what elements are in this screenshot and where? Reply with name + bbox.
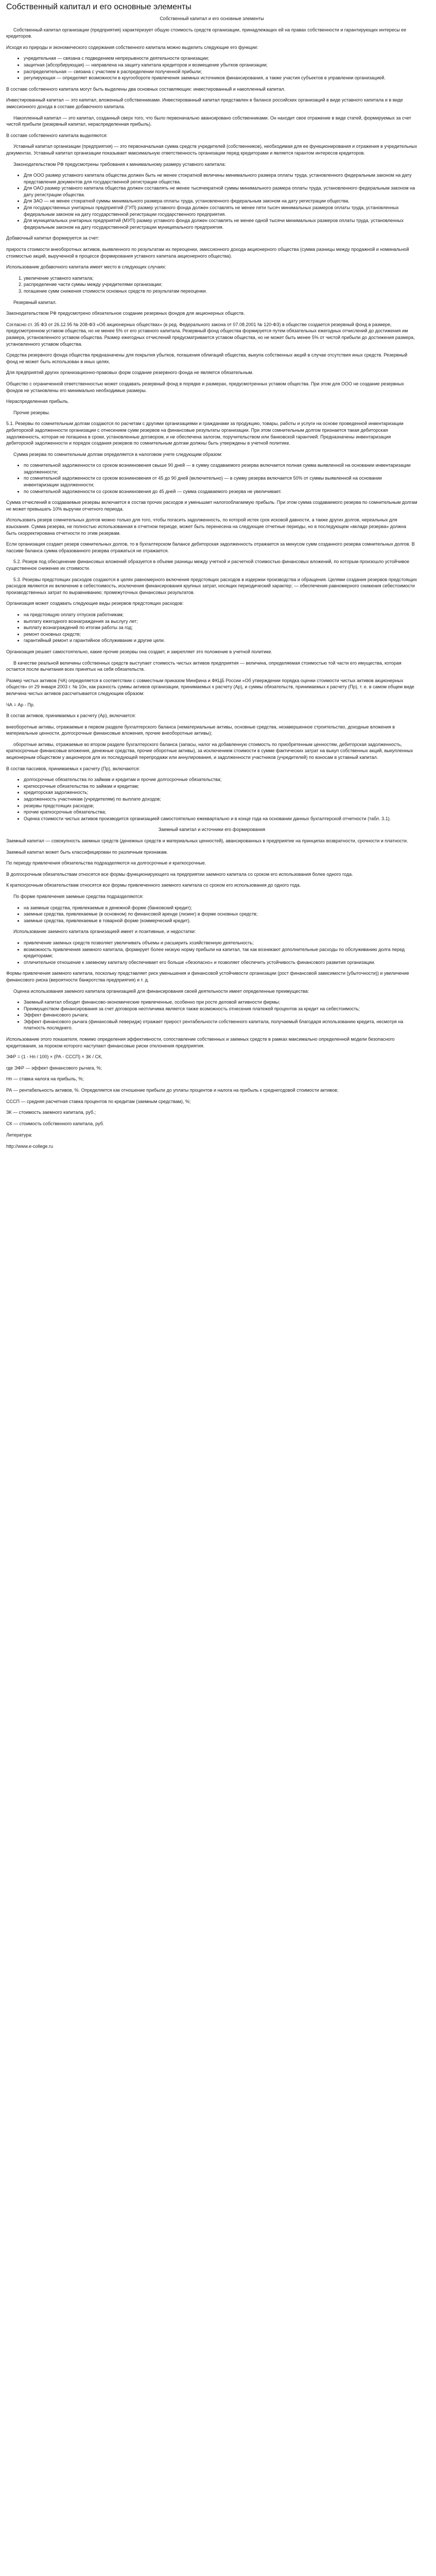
document-page: [0, 0, 424, 1165]
bullet-list: [6, 999, 417, 1031]
paragraph: СССП — средняя расчетная ставка процентов по кредитам (заемным средствам), %;: [6, 1098, 191, 1104]
paragraph: Организация может создавать следующие виды резервов предстоящих расходов:: [6, 601, 184, 606]
list-item: • ремонт основных средств;: [24, 631, 417, 638]
list-item: • защитная (абсорбирующая) — направлена на защиту капитала кредиторов и возмещение убытков организации;: [24, 62, 417, 69]
bullet-list: [6, 776, 417, 822]
paragraph: 5.3. Резервы предстоящих расходов создаются в целях равномерного включения предстоящих расходов в издержки производства и обращения. Целями создания резервов предстоящих расходов являются их включение в себестоимость, исключения финансирования крупных затрат, носящих периодический характер; — обеспечения равномерного снижения себестоимости производственных затрат по выравниванию; промежуточных финансовых результатов.: [6, 577, 417, 595]
list-item: • кредиторская задолженность;: [24, 789, 417, 796]
paragraph: Уставный капитал организации (предприятия) — это первоначальная сумма средств учредителей (собственников), необходимая для ее функционирования и отражения в учредительных документах. Уставный капитал организации показывает максимальную ответственность организации перед кредиторами и является гарантом интересов кредиторов.: [6, 144, 417, 156]
paragraph: Собственный капитал и его основные элементы: [160, 16, 264, 21]
list-item: • Для ОАО размер уставного капитала общества должен составлять не менее тысячекратной суммы минимального размера оплаты труда, установленного федеральным законом на дату регистрации общества.: [24, 185, 417, 198]
list-item: 3. погашение сумм снижения стоимости основных средств по результатам переоценки.: [24, 288, 417, 295]
paragraph: http://www.e-college.ru: [6, 1144, 54, 1149]
list-item: • Для ЗАО — не менее стократной суммы минимального размера оплаты труда, установленного федеральным законом на дату регистрации общества.: [24, 198, 417, 205]
paragraph: Заемный капитал и источники его формирования: [158, 827, 266, 833]
document-body: [6, 15, 417, 1150]
paragraph: Накопленный капитал — это капитал, созданный сверх того, что было первоначально авансировано собственниками. Он находит свое отражение в виде статей, формируемых за счет чистой прибыли (резервный капитал, нераспределенная прибыль).: [6, 115, 411, 127]
paragraph: Организация решает самостоятельно, какие прочие резервы она создает, и закрепляет это положение в учетной политике.: [6, 649, 272, 654]
list-item: • резервы предстоящих расходов;: [24, 803, 417, 809]
numbered-list: [6, 275, 417, 295]
paragraph: Размер чистых активов (ЧА) определяется в соответствии с совместным приказом Минфина и ФКЦБ России «Об утверждении порядка оценки стоимости чистых активов акционерных обществ» от 29 января 2003 г. № 10н, как разность суммы активов организации, принимаемых к расчету (Ар), и суммы обязательств, принимаемых к расчету (Пр), т. е. в самом общем виде величина чистых активов рассчитывается следующим образом:: [6, 677, 414, 696]
paragraph: 5.2. Резерв под обесценение финансовых вложений образуется в объеме разницы между учетной и расчетной стоимостью финансовых вложений, по которым произошло устойчивое существенное снижение их стоимости.: [6, 559, 410, 571]
paragraph: Для предприятий других организационно-правовых форм создание резервного фонда не является обязательным.: [6, 370, 254, 376]
list-item: • выплату ежегодного вознаграждения за выслугу лет;: [24, 618, 417, 625]
paragraph: В состав активов, принимаемых к расчету (Ар), включается:: [6, 713, 136, 719]
paragraph: Заемный капитал — совокупность заемных средств (денежных средств и материальных ценностей), авансированных в предприятие на принципах возвратности, срочности и платности.: [6, 838, 408, 843]
bullet-list: [6, 55, 417, 81]
list-item: • Для муниципальных унитарных предприятий (МУП) размер уставного фонда должен составлять не менее одной тысячи минимальных размеров оплаты труда, установленных федеральным законом на дату государственной регистрации муниципального предприятия.: [24, 217, 417, 230]
bullet-list: [6, 462, 417, 495]
paragraph: В составе собственного капитала выделяются:: [6, 132, 108, 138]
paragraph: Использовать резерв сомнительных долгов можно только для того, чтобы погасить задолженность, по которой истек срок исковой давности, а также других долгов, нереальных для взыскания. Сумма резерва, не полностью использованная в отчетном периоде, может быть перенесена на следующие отчетные периоды, но в последующем «вкладе резерва» должна быть скорректирована отчетности по этим резервам.: [6, 517, 407, 536]
list-item: • Оценка стоимости чистых активов производится организацией самостоятельно ежеквартально и в конце года на основании данных бухгалтерской отчетности (табл. 3.1).: [24, 816, 417, 822]
paragraph: Резервный капитал.: [13, 299, 57, 305]
paragraph: внеоборотные активы, отражаемые в первом разделе бухгалтерского баланса (нематериальные активы, основные средства, незавершенное строительство, доходные вложения в материальные ценности, долгосрочные финансовые вложения, прочие внеоборотные активы);: [6, 724, 395, 736]
list-item: • по сомнительной задолженности со сроком возникновения до 45 дней — сумма создаваемого резерва не увеличивает.: [24, 488, 417, 495]
paragraph: Законодательством РФ предусмотрены требования к минимальному размеру уставного капитала:: [13, 161, 226, 167]
paragraph: Заемный капитал может быть классифицирован по различным признакам.: [6, 849, 168, 855]
list-item: • долгосрочные обязательства по займам и кредитам и прочие долгосрочные обязательства;: [24, 776, 417, 783]
list-item: • на заемные средства, привлекаемые в денежной форме (банковский кредит);: [24, 905, 417, 911]
list-item: • Для государственных унитарных предприятий (ГУП) размер уставного фонда должен составлять не менее пяти тысяч минимальных размеров оплаты труда, установленных федеральным законом на дату государственной регистрации государственного предприятия.: [24, 205, 417, 217]
list-item: • задолженность участникам (учредителям) по выплате доходов;: [24, 796, 417, 803]
bullet-list: [6, 172, 417, 230]
paragraph: СК — стоимость собственного капитала, руб.: [6, 1121, 104, 1126]
paragraph: По периоду привлечения обязательства подразделяются на долгосрочные и краткосрочные.: [6, 860, 206, 866]
paragraph: Нп — ставка налога на прибыль, %;: [6, 1076, 84, 1082]
paragraph: Согласно ст. 35 ФЗ от 26.12.95 № 208-ФЗ «Об акционерных обществах» (в ред. Федерального закона от 07.08.2001 № 120-ФЗ) в обществе создается резервный фонд в размере, предусмотренном уставом общества, но не менее 5% от его уставного капитала. Резервный фонд общества формируется путем обязательных ежегодных отчислений до достижения им размера, установленного уставом общества. Размер ежегодных отчислений предусматривается уставом общества, но не может быть менее 5% от чистой прибыли до достижения размера, установленного уставом общества.: [6, 321, 415, 347]
paragraph: Прочие резервы.: [13, 410, 50, 415]
list-item: • заемные средства, привлекаемые в товарной форме (коммерческий кредит).: [24, 918, 417, 924]
list-item: • Преимуществом финансирования за счет договоров неотличима является также возможность отнесения платежей процентов за кредит на себестоимость;: [24, 1006, 417, 1012]
paragraph: Общество с ограниченной ответственностью может создавать резервный фонд в порядке и размерах, предусмотренных уставом общества. При этом для ООО не создание резервных фондов не установлены его минимально необходимые размеры.: [6, 381, 404, 393]
paragraph: прироста стоимости внеоборотных активов, выявленного по результатам их переоценки, эмиссионного дохода акционерного общества (сумма разницы между продажной и номинальной стоимостью акций, вырученной в процессе формирования уставного капитала акционерного общества).: [6, 247, 409, 259]
paragraph: Исходя из природы и экономического содержания собственного капитала можно выделить следующие его функции:: [6, 44, 258, 50]
page-title: Собственный капитал и его основные элементы: [6, 3, 191, 11]
bullet-list: [6, 612, 417, 644]
paragraph: В состав пассивов, принимаемых к расчету (Пр), включаются:: [6, 766, 140, 771]
list-item: • гарантийный ремонт и гарантийное обслуживание и другие цели.: [24, 637, 417, 644]
list-item: • Эффект финансового рычага;: [24, 1012, 417, 1019]
list-item: • привлечение заемных средств позволяет увеличивать объемы и расширить хозяйственную деятельность;: [24, 940, 417, 946]
paragraph: Литература:: [6, 1132, 32, 1138]
list-item: • отличительное отношение к заемному капиталу обеспечивает его больше «безопасно» и позволяет обеспечить устойчивость финансового развития организации.: [24, 959, 417, 966]
list-item: • Заемный капитал обходит финансово-экономические привлеченные, особенно при росте деловой активности фирмы;: [24, 999, 417, 1006]
paragraph: Формы привлечения заемного капитала, поскольку представляет риск уменьшения и финансовой устойчивости организации (рост финансовой зависимости (убыточности)) и увеличение финансового риска (вероятности банкротства предприятия) и т. д.: [6, 971, 409, 982]
paragraph: оборотные активы, отражаемые во втором разделе бухгалтерского баланса (запасы, налог на добавленную стоимость по приобретенным ценностям, дебиторская задолженность, краткосрочные финансовые вложения, денежные средства, прочие оборотные активы), за исключением стоимости в сумме фактических затрат на выкуп собственных акций, выкупленных акционерным обществом у акционеров для их последующей перепродажи или аннулирования, и задолженности участников (учредителей) по взносам в уставный капитал.: [6, 741, 413, 760]
paragraph: Если организация создает резерв сомнительных долгов, то в бухгалтерском балансе дебиторская задолженность отражается за минусом сумм созданного резерва сомнительных долгов. В пассиве баланса сумма образованного резерва отражаться не отражается.: [6, 541, 415, 553]
list-item: • Для ООО размер уставного капитала общества должен быть не менее стократной величины минимального размера оплаты труда, установленного федеральным законом на дату представления документов для государственной регистрации общества.: [24, 172, 417, 185]
paragraph: ЭФР = (1 - Нп / 100) × (РА - СССП) × ЗК / СК,: [6, 1054, 102, 1060]
paragraph: Сумма резерва по сомнительным долгам определяется в налоговом учете следующим образом:: [13, 451, 222, 457]
list-item: • учредительная — связана с подведением непрерывности деятельности организации;: [24, 55, 417, 62]
bullet-list: [6, 940, 417, 965]
bullet-list: [6, 905, 417, 924]
paragraph: Использование этого показателя, помимо определения эффективности, сопоставление собственных и заемных средств в рамках максимально определенной модели безопасного кредитования, за пороком которого наступают финансовые риски отклонения предприятия.: [6, 1037, 395, 1048]
paragraph: где ЭФР — эффект финансового рычага, %;: [6, 1065, 102, 1071]
paragraph: Сумма отчислений в создаваемые резервы включается в состав прочих расходов и уменьшает налогооблагаемую прибыль. При этом сумма создаваемого резерва по сомнительным долгам не может превышать 10% выручки отчетного периода.: [6, 500, 417, 512]
list-item: • на предстоящую оплату отпусков работникам;: [24, 612, 417, 618]
list-item: • по сомнительной задолженности со сроком возникновения свыше 90 дней — в сумму создаваемого резерва включается полная сумма выявленной на основании инвентаризации задолженности;: [24, 462, 417, 475]
list-item: 1. увеличение уставного капитала;: [24, 275, 417, 282]
paragraph: 5.1. Резервы по сомнительным долгам создаются по расчетам с другими организациями и гражданами за продукцию, товары, работы и услуги на основе проведенной инвентаризации дебиторской задолженности организации с отнесением сумм резервов на финансовые результаты организации. При этом сомнительным долгом признается такая дебиторская задолженность, которая не погашена в сроки, установленные договором, и не обеспечена залогом, поручительством или банковской гарантией. Предназначены инвентаризация дебиторской задолженности и порядок создания резервов по сомнительным долгам должны быть утверждены в учетной политике.: [6, 421, 404, 446]
paragraph: Инвестированный капитал — это капитал, вложенный собственниками. Инвестированный капитал представлен в балансе российских организаций в виде уставного капитала и в виде эмиссионного дохода в составе добавочного капитала.: [6, 97, 403, 109]
paragraph: Законодательством РФ предусмотрено обязательное создание резервных фондов для акционерных обществ.: [6, 311, 245, 316]
list-item: • прочие краткосрочные обязательства;: [24, 809, 417, 816]
paragraph: Оценка использования заемного капитала организацией для финансирования своей деятельности имеет определенные преимущества:: [13, 988, 309, 994]
paragraph: По форме привлечения заемные средства подразделяются:: [13, 893, 144, 899]
paragraph: РА — рентабельность активов, %. Определяется как отношение прибыли до уплаты процентов и налога на прибыль к среднегодовой стоимости активов;: [6, 1088, 339, 1093]
list-item: • регулирующая — определяет возможности в кругообороте привлечения заемных источников финансирования, а также участия субъектов в управлении организацией.: [24, 75, 417, 81]
list-item: • выплату вознаграждений по итогам работы за год;: [24, 624, 417, 631]
paragraph: В качестве реальной величины собственных средств выступает стоимость чистых активов предприятия — величина, определяемая стоимостью той части его имущества, которая остается после вычитания всех принятых на себя обязательств.: [6, 660, 402, 672]
paragraph: Нераспределенная прибыль.: [6, 399, 69, 404]
list-item: • по сомнительной задолженности со сроком возникновения от 45 до 90 дней (включительно) — в сумму резерва включается 50% от суммы выявленной на основании инвентаризации задолженности;: [24, 475, 417, 488]
list-item: • краткосрочные обязательства по займам и кредитам;: [24, 783, 417, 790]
paragraph: Средства резервного фонда общества предназначены для покрытия убытков, погашения облигаций общества, выкупа собственных акций в случае отсутствия иных средств. Резервный фонд не может быть использован в иных целях.: [6, 352, 408, 364]
paragraph: Добавочный капитал формируется за счет:: [6, 235, 99, 241]
paragraph: В долгосрочным обязательствам относятся все формы функционирующего на предприятии заемного капитала со сроком его использования более одного года.: [6, 871, 353, 877]
paragraph: ЧА = Ар - Пр.: [6, 702, 35, 707]
list-item: • Эффект финансового рычага (финансовый леверидж) отражает прирост рентабельности собственного капитала, получаемый благодаря использованию кредита, несмотря на платность последнего.: [24, 1019, 417, 1031]
paragraph: ЗК — стоимость заемного капитала, руб.;: [6, 1110, 96, 1115]
list-item: • распределительная — связана с участием в распределении полученной прибыли;: [24, 69, 417, 75]
paragraph: Использование добавочного капитала имеет место в следующих случаях:: [6, 264, 166, 270]
paragraph: В составе собственного капитала могут быть выделены два основных составляющих: инвестированный и накопленный капитал.: [6, 86, 286, 92]
paragraph: Использование заемного капитала организацией имеет и позитивные, и недостатки:: [13, 929, 196, 935]
paragraph: К краткосрочным обязательствам относятся все формы привлеченного заемного капитала со сроком его использования до одного года.: [6, 883, 301, 888]
list-item: 2. распределение части суммы между учредителями организации;: [24, 281, 417, 288]
list-item: • возможность привлечения заемного капитала, формирует более низкую норму прибыли на капитал, так как возникают дополнительные расходы по обслуживанию долга перед кредиторами;: [24, 946, 417, 959]
paragraph: Собственный капитал организации (предприятия) характеризует общую стоимость средств организации, принадлежащих ей на правах собственности и гарантирующих интересы ее кредиторов.: [6, 27, 407, 39]
list-item: • заемные средства, привлекаемые (в основном) по финансовой аренде (лизинг) в форме основных средств;: [24, 911, 417, 918]
